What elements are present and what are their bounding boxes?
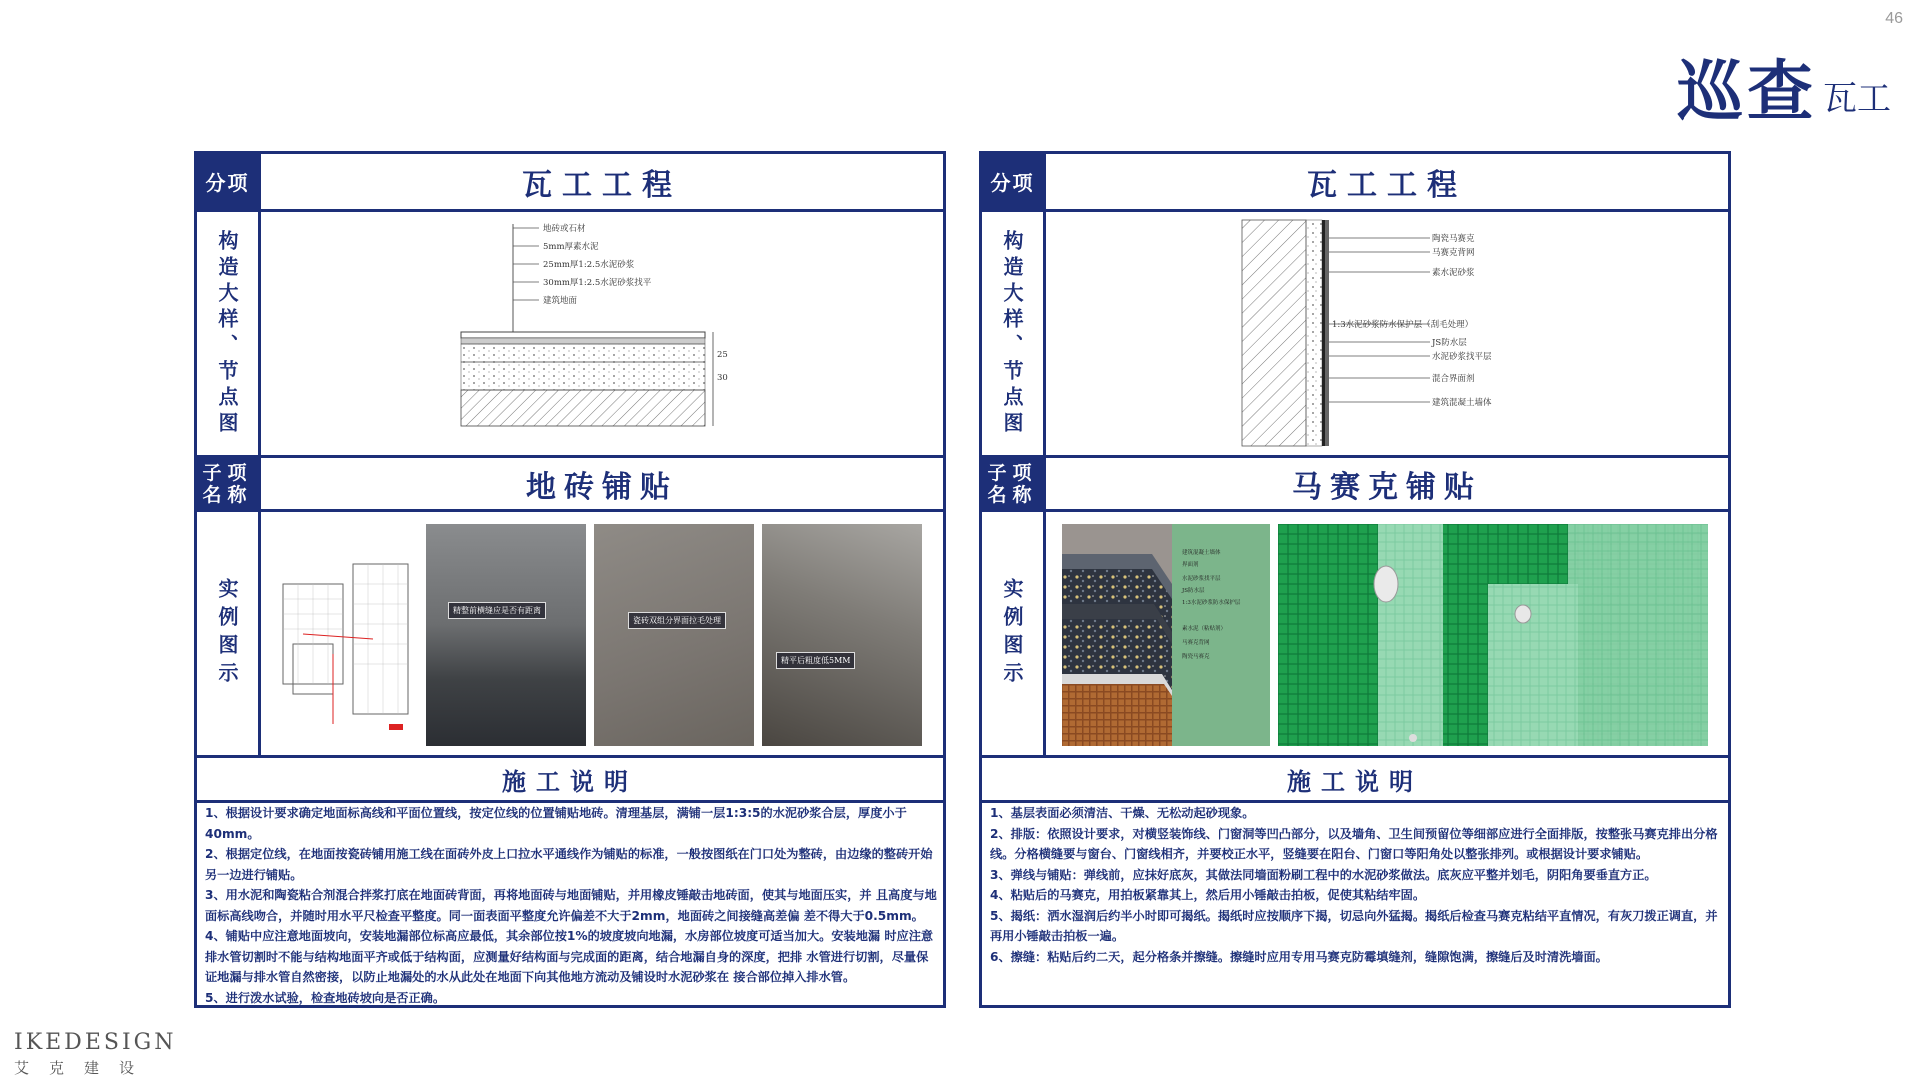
structure-label: 构造大样、节点图 [982, 212, 1046, 455]
diagram-label: 25mm厚1:2.5水泥砂浆 [543, 260, 635, 270]
construction-title: 施工说明 [502, 767, 638, 796]
floor-plan-photo [273, 524, 418, 746]
tile-photo-1 [426, 524, 586, 746]
page-number: 46 [1885, 10, 1903, 27]
render-label: JS防水层 [1182, 588, 1205, 594]
diagram-label: 混合界面剂 [1432, 374, 1475, 384]
structure-diagram [261, 212, 943, 455]
mosaic-bathroom-photo [1278, 524, 1708, 746]
diagram-label: 1:3水泥砂浆防水保护层（刮毛处理） [1332, 320, 1474, 330]
sub-item-value: 地砖铺贴 [526, 469, 678, 505]
construction-notes [205, 803, 937, 1008]
note-item: 3、弹线与铺贴：弹线前，应抹好底灰，其做法同墙面粉刷工程中的水泥砂浆做法。底灰应平整并划毛，阴阳角要垂直方正。 [990, 867, 1657, 882]
brand-name: IKEDESIGN [14, 1030, 177, 1055]
photo-tag: 精平后粗度低5MM [776, 652, 855, 669]
note-item: 4、粘贴后的马赛克，用拍板紧靠其上，然后用小锤敲击拍板，促使其粘结牢固。 [990, 888, 1426, 902]
render-label: 1:3水泥砂浆防水保护层 [1182, 600, 1241, 606]
floor-tile-section-diagram [261, 212, 941, 455]
sub-item-row [982, 458, 1728, 509]
diagram-label: 建筑混凝土墙体 [1432, 398, 1492, 408]
sub-item-value: 马赛克铺贴 [1292, 469, 1482, 505]
diagram-label: 马赛克背网 [1432, 248, 1475, 258]
note-item: 1、根据设计要求确定地面标高线和平面位置线，按定位线的位置铺贴地砖。清理基层，满铺一层1:3:5的水泥砂浆合层，厚度小于40mm。 [205, 806, 907, 841]
structure-diagram [1046, 212, 1728, 455]
note-item: 6、擦缝：粘贴后约二天，起分格条并擦缝。擦缝时应用专用马赛克防霉填缝剂，缝隙饱满，擦缝后及时清洗墙面。 [990, 949, 1608, 964]
sub-item-label: 子项名称 [982, 458, 1046, 509]
diagram-dim: 25 [717, 350, 728, 360]
render-label: 水泥砂浆找平层 [1182, 576, 1221, 582]
render-label: 马赛克背网 [1182, 640, 1210, 646]
structure-label: 构造大样、节点图 [197, 212, 261, 455]
diagram-label: 陶瓷马赛克 [1432, 234, 1475, 244]
note-item: 2、排版：依照设计要求，对横竖装饰线、门窗洞等凹凸部分，以及墙角、卫生间预留位等细部应进行全面排版，按整张马赛克排出分格线。分格横缝要与窗台、门窗线相齐，并要校正水平，竖缝要在阳台、门窗口等阳角处以整张排列。或根据设计要求铺贴。 [990, 826, 1718, 861]
example-label: 实例图示 [982, 512, 1046, 755]
note-item: 3、用水泥和陶瓷粘合剂混合拌浆打底在地面砖背面，再将地面砖与地面铺贴，并用橡皮锤敲击地砖面，使其与地面压实，并 且高度与地面标高线吻合，并随时用水平尺检查平整度。同一面表面平整度允许偏差不大于2mm，地面砖之间接缝高差偏 差不得大于0.5mm。 [205, 888, 937, 923]
structure-row [197, 212, 943, 455]
example-photos [1046, 512, 1728, 755]
diagram-label: 地砖或石材 [543, 224, 586, 234]
fen-xiang-label: 分项 [197, 154, 261, 209]
render-label: 界面剂 [1182, 562, 1199, 568]
note-item: 5、揭纸：洒水湿润后约半小时即可揭纸。揭纸时应按顺序下揭，切忌向外猛揭。揭纸后检查马赛克粘结平直情况，有灰刀拨正调直，并再用小锤敲击拍板一遍。 [990, 908, 1718, 943]
structure-row [982, 212, 1728, 455]
note-item: 5、进行泼水试验，检查地砖坡向是否正确。 [205, 990, 446, 1005]
diagram-label: 5mm厚素水泥 [543, 242, 599, 252]
fen-xiang-row [982, 154, 1728, 209]
diagram-label: 建筑地面 [543, 296, 578, 306]
diagram-label: 水泥砂浆找平层 [1432, 352, 1492, 362]
photo-tag: 瓷砖双组分界面拉毛处理 [628, 612, 726, 629]
example-photos [261, 512, 943, 755]
tile-photo-2 [594, 524, 754, 746]
mosaic-wall-section-diagram [1046, 212, 1726, 455]
construction-title: 施工说明 [1287, 767, 1423, 796]
construction-notes [990, 803, 1722, 967]
left-panel [194, 151, 946, 1008]
note-item: 2、根据定位线，在地面按瓷砖铺用施工线在面砖外皮上口拉水平通线作为铺贴的标准，一般按图纸在门口处为整砖，由边缘的整砖开始另一边进行铺贴。 [205, 847, 933, 882]
example-row [197, 512, 943, 755]
fen-xiang-row [197, 154, 943, 209]
note-item: 1、基层表面必须清洁、干燥、无松动起砂现象。 [990, 806, 1255, 820]
page-title-sub: 瓦工 [1823, 79, 1891, 119]
fen-xiang-value: 瓦工工程 [1307, 167, 1467, 203]
render-label: 陶瓷马赛克 [1182, 654, 1210, 660]
construction-title-row [197, 758, 943, 800]
photo-tag: 精整前横缝应是否有距离 [448, 602, 546, 619]
diagram-label: 30mm厚1:2.5水泥砂浆找平 [543, 278, 652, 288]
right-panel [979, 151, 1731, 1008]
example-row [982, 512, 1728, 755]
example-label: 实例图示 [197, 512, 261, 755]
diagram-label: 素水泥砂浆 [1432, 268, 1475, 278]
fen-xiang-label: 分项 [982, 154, 1046, 209]
note-item: 4、铺贴中应注意地面坡向，安装地漏部位标高应最低，其余部位按1%的坡度坡向地漏，水房部位坡度可适当加大。安装地漏 时应注意排水管切割时不能与结构地面平齐或低于结构面，应测量好结构面与完成面的距离，结合地漏自身的深度，把排 水管进行切割，尽量保证地漏与排水管自然密接，以防止地漏处的水从此处在地面下向其他地方流动及铺设时水泥砂浆在 接合部位掉入排水管。 [205, 929, 934, 984]
page-title [1677, 52, 1891, 130]
sub-item-label: 子项名称 [197, 458, 261, 509]
brand-name-cn: 艾克建设 [14, 1059, 155, 1077]
brand-logo [14, 1030, 176, 1078]
render-label: 素水泥（粘贴剂） [1182, 626, 1227, 632]
tile-photo-3 [762, 524, 922, 746]
diagram-dim: 30 [717, 373, 728, 383]
mosaic-layer-render [1062, 524, 1270, 746]
fen-xiang-value: 瓦工工程 [522, 167, 682, 203]
page-title-main: 巡查 [1677, 52, 1817, 130]
construction-title-row [982, 758, 1728, 800]
diagram-label: JS防水层 [1432, 338, 1467, 348]
sub-item-row [197, 458, 943, 509]
render-label: 建筑混凝土墙体 [1182, 550, 1221, 556]
